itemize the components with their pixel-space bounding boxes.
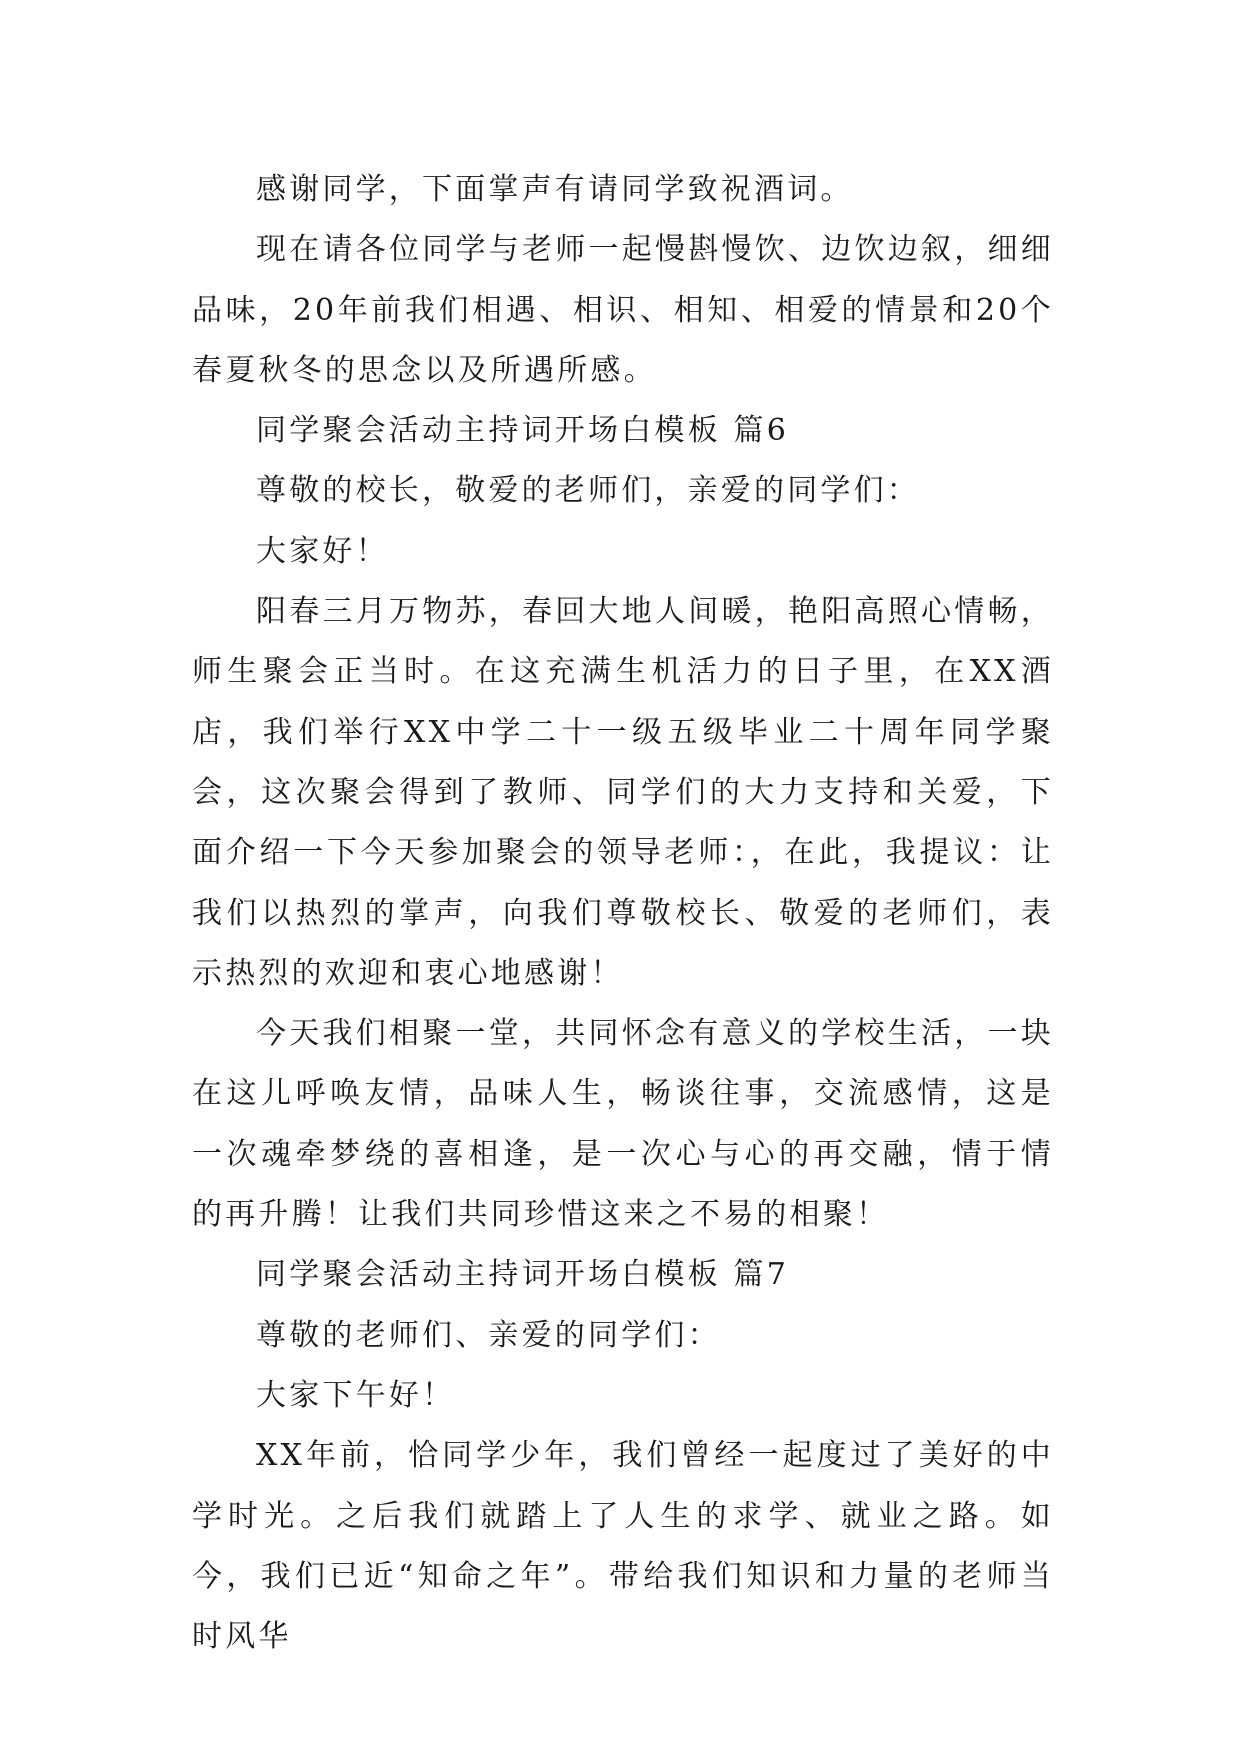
paragraph-greeting-2: 大家下午好！ bbox=[256, 1377, 456, 1413]
paragraph-gathering: 今天我们相聚一堂，共同怀念有意义的学校生活，一块在这儿呼唤友情，品味人生，畅谈往事，交流感情，这是一次魂牵梦绕的喜相逢，是一次心与心的再交融，情于情的再升腾！让我们共同珍惜这来之不易的相聚！ bbox=[192, 1016, 1054, 1233]
section-heading-part-6: 同学聚会活动主持词开场白模板 篇6 bbox=[256, 413, 790, 449]
paragraph-greeting: 大家好！ bbox=[256, 533, 389, 569]
document-body bbox=[192, 160, 1054, 1667]
paragraph-opening-speech: 阳春三月万物苏，春回大地人间暖，艳阳高照心情畅，师生聚会正当时。在这充满生机活力的日子里，在XX酒店，我们举行XX中学二十一级五级毕业二十周年同学聚会，这次聚会得到了教师、同学们的大力支持和关爱，下面介绍一下今天参加聚会的领导老师：，在此，我提议：让我们以热烈的掌声，向我们尊敬校长、敬爱的老师们，表示热烈的欢迎和衷心地感谢！ bbox=[192, 594, 1054, 991]
section-heading-part-7: 同学聚会活动主持词开场白模板 篇7 bbox=[256, 1257, 790, 1293]
paragraph-reminiscence: XX年前，恰同学少年，我们曾经一起度过了美好的中学时光。之后我们就踏上了人生的求学、就业之路。如今，我们已近“知命之年”。带给我们知识和力量的老师当时风华 bbox=[192, 1438, 1054, 1655]
paragraph-salutation: 尊敬的校长，敬爱的老师们，亲爱的同学们： bbox=[256, 473, 920, 509]
paragraph-salutation-2: 尊敬的老师们、亲爱的同学们： bbox=[256, 1317, 721, 1353]
paragraph-dining-invite: 现在请各位同学与老师一起慢斟慢饮、边饮边叙，细细品味，20年前我们相遇、相识、相知、相爱的情景和20个春夏秋冬的思念以及所遇所感。 bbox=[192, 232, 1054, 388]
paragraph-toast-invite: 感谢同学，下面掌声有请同学致祝酒词。 bbox=[256, 172, 854, 207]
